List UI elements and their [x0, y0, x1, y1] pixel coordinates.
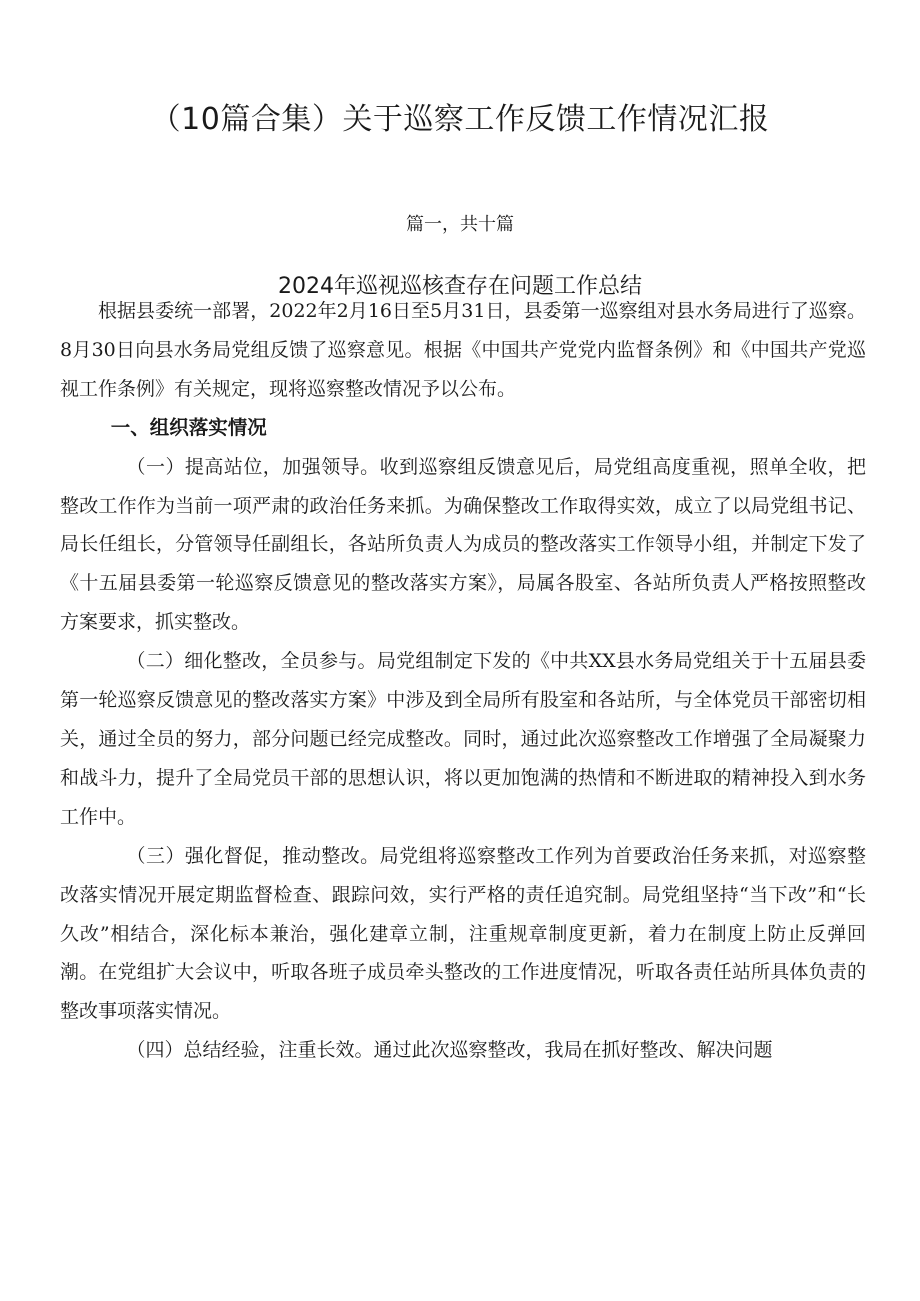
part-label: 篇一，共十篇 [406, 214, 514, 235]
document-body [60, 292, 866, 1070]
section-title: 2024年巡视巡核查存在问题工作总结 [278, 274, 642, 300]
document-title: （10篇合集）关于巡察工作反馈工作情况汇报 [150, 102, 770, 137]
paragraph-item-4: （四）总结经验，注重长效。通过此次巡察整改，我局在抓好整改、解决问题 [126, 1039, 773, 1062]
heading-organization: 一、组织落实情况 [110, 415, 267, 439]
paragraph-item-2: （二）细化整改，全员参与。局党组制定下发的《中共XX县水务局党组关于十五届县委第一轮巡察反馈意见的整改落实方案》中涉及到全局所有股室和各站所，与全体党员干部密切相关，通过全员的努力，部分问题已经完成整改。同时，通过此次巡察整改工作增强了全局凝聚力和战斗力，提升了全局党员干部的思想认识，将以更加饱满的热情和不断进取的精神投入到水务工作中。 [60, 650, 866, 828]
intro-paragraph: 根据县委统一部署，2022年2月16日至5月31日，县委第一巡察组对县水务局进行了巡察。8月30日向县水务局党组反馈了巡察意见。根据《中国共产党党内监督条例》和《中国共产党巡视工作条例》有关规定，现将巡察整改情况予以公布。 [60, 300, 866, 400]
paragraph-item-3: （三）强化督促，推动整改。局党组将巡察整改工作列为首要政治任务来抓，对巡察整改落实情况开展定期监督检查、跟踪问效，实行严格的责任追究制。局党组坚持“当下改”和“长久改”相结合，深化标本兼治，强化建章立制，注重规章制度更新，着力在制度上防止反弹回潮。在党组扩大会议中，听取各班子成员牵头整改的工作进度情况，听取各责任站所具体负责的整改事项落实情况。 [60, 844, 866, 1023]
paragraph-item-1: （一）提高站位，加强领导。收到巡察组反馈意见后，局党组高度重视，照单全收，把整改工作作为当前一项严肃的政治任务来抓。为确保整改工作取得实效，成立了以局党组书记、局长任组长，分管领导任副组长，各站所负责人为成员的整改落实工作领导小组，并制定下发了《十五届县委第一轮巡察反馈意见的整改落实方案》，局属各股室、各站所负责人严格按照整改方案要求，抓实整改。 [60, 455, 866, 634]
